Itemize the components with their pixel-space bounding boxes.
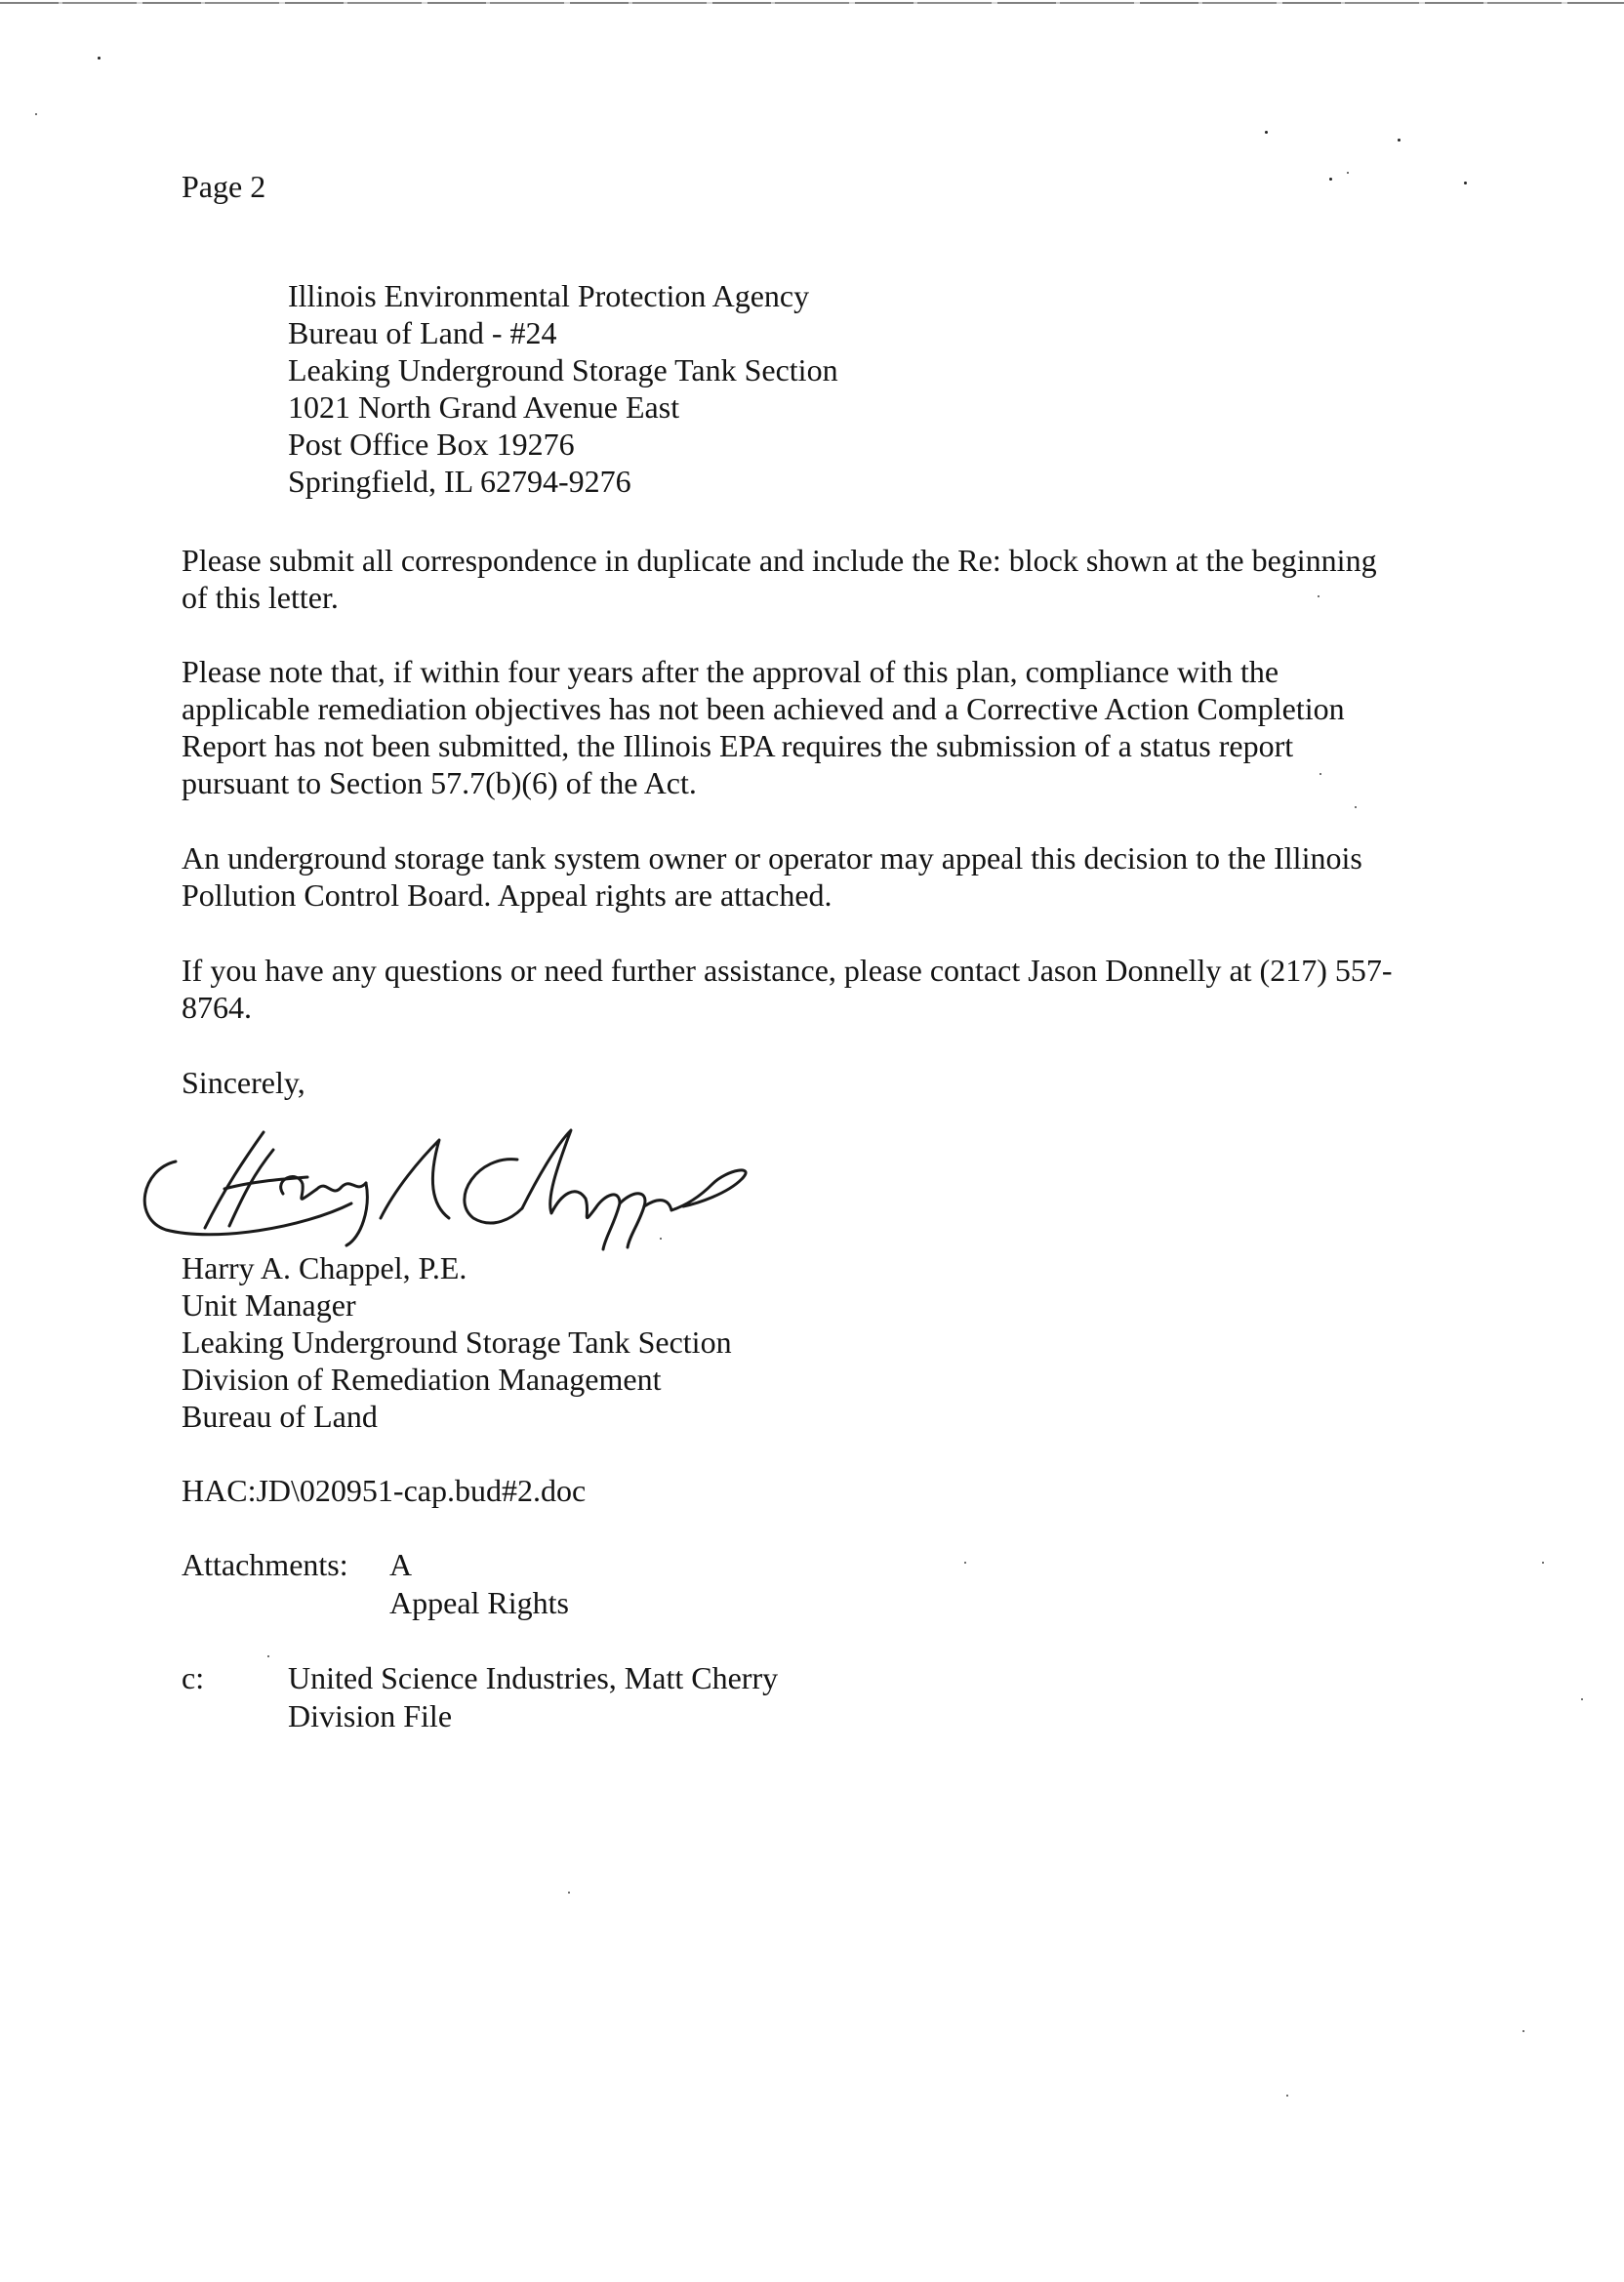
address-line: Post Office Box 19276: [288, 427, 575, 462]
signer-division: Division of Remediation Management: [182, 1362, 662, 1397]
closing: Sincerely,: [182, 1065, 305, 1100]
paragraph-appeal: [182, 839, 1528, 914]
paragraph-line: Please note that, if within four years after the approval of this plan, compliance with the: [182, 654, 1279, 689]
scan-speck: [964, 1562, 966, 1564]
signer-title: Unit Manager: [182, 1287, 356, 1323]
scan-speck: [267, 1655, 269, 1657]
page-label: Page 2: [182, 169, 266, 204]
scan-speck: [1542, 1562, 1544, 1564]
address-line: Illinois Environmental Protection Agency: [288, 278, 810, 313]
paragraph-line: Report has not been submitted, the Illinois EPA requires the submission of a status report: [182, 728, 1294, 763]
scan-edge-line: [0, 2, 1624, 4]
cc-item: United Science Industries, Matt Cherry: [288, 1660, 779, 1695]
address-line: Leaking Underground Storage Tank Section: [288, 352, 838, 387]
handwritten-signature: [137, 1121, 761, 1257]
signer-name: Harry A. Chappel, P.E.: [182, 1250, 467, 1285]
paragraph-line: of this letter.: [182, 580, 339, 615]
paragraph-contact: [182, 952, 1528, 1026]
signer-bureau: Bureau of Land: [182, 1399, 378, 1434]
scan-speck: [1318, 595, 1320, 597]
scan-speck: [1398, 139, 1401, 142]
paragraph-line: applicable remediation objectives has not been achieved and a Corrective Action Completion: [182, 691, 1345, 726]
attachments-label: Attachments:: [182, 1547, 348, 1582]
paragraph-line: Pollution Control Board. Appeal rights are attached.: [182, 877, 832, 913]
file-reference: HAC:JD\020951-cap.bud#2.doc: [182, 1473, 587, 1508]
scan-speck: [1522, 2030, 1524, 2032]
paragraph-line: If you have any questions or need further assistance, please contact Jason Donnelly at (217) 557-: [182, 953, 1393, 988]
attachment-item: A: [389, 1547, 413, 1582]
paragraph-status-report: [182, 653, 1528, 801]
signer-block: [182, 1249, 732, 1435]
address-block: [288, 277, 838, 500]
address-line: Bureau of Land - #24: [288, 315, 557, 350]
scan-speck: [568, 1892, 570, 1894]
address-line: Springfield, IL 62794-9276: [288, 464, 631, 499]
paragraph-line: An underground storage tank system owner or operator may appeal this decision to the Illinois: [182, 840, 1362, 876]
scan-speck: [660, 1238, 662, 1240]
scan-speck: [1265, 131, 1268, 134]
scan-speck: [35, 113, 37, 115]
scan-speck: [1286, 2095, 1288, 2097]
scan-speck: [1320, 773, 1321, 775]
scan-speck: [98, 57, 101, 60]
cc-label: c:: [182, 1660, 205, 1695]
scan-speck: [1464, 182, 1467, 184]
paragraph-line: 8764.: [182, 990, 252, 1025]
cc-item: Division File: [288, 1698, 453, 1733]
scan-speck: [1581, 1698, 1583, 1700]
signer-section: Leaking Underground Storage Tank Section: [182, 1324, 732, 1360]
scan-speck: [1329, 178, 1332, 181]
paragraph-correspondence: [182, 542, 1528, 616]
address-line: 1021 North Grand Avenue East: [288, 389, 680, 425]
paragraph-line: Please submit all correspondence in duplicate and include the Re: block shown at the beginning: [182, 543, 1377, 578]
paragraph-line: pursuant to Section 57.7(b)(6) of the Act.: [182, 765, 697, 800]
attachment-item: Appeal Rights: [389, 1585, 569, 1620]
scan-speck: [1347, 172, 1349, 174]
scan-speck: [1355, 806, 1357, 808]
